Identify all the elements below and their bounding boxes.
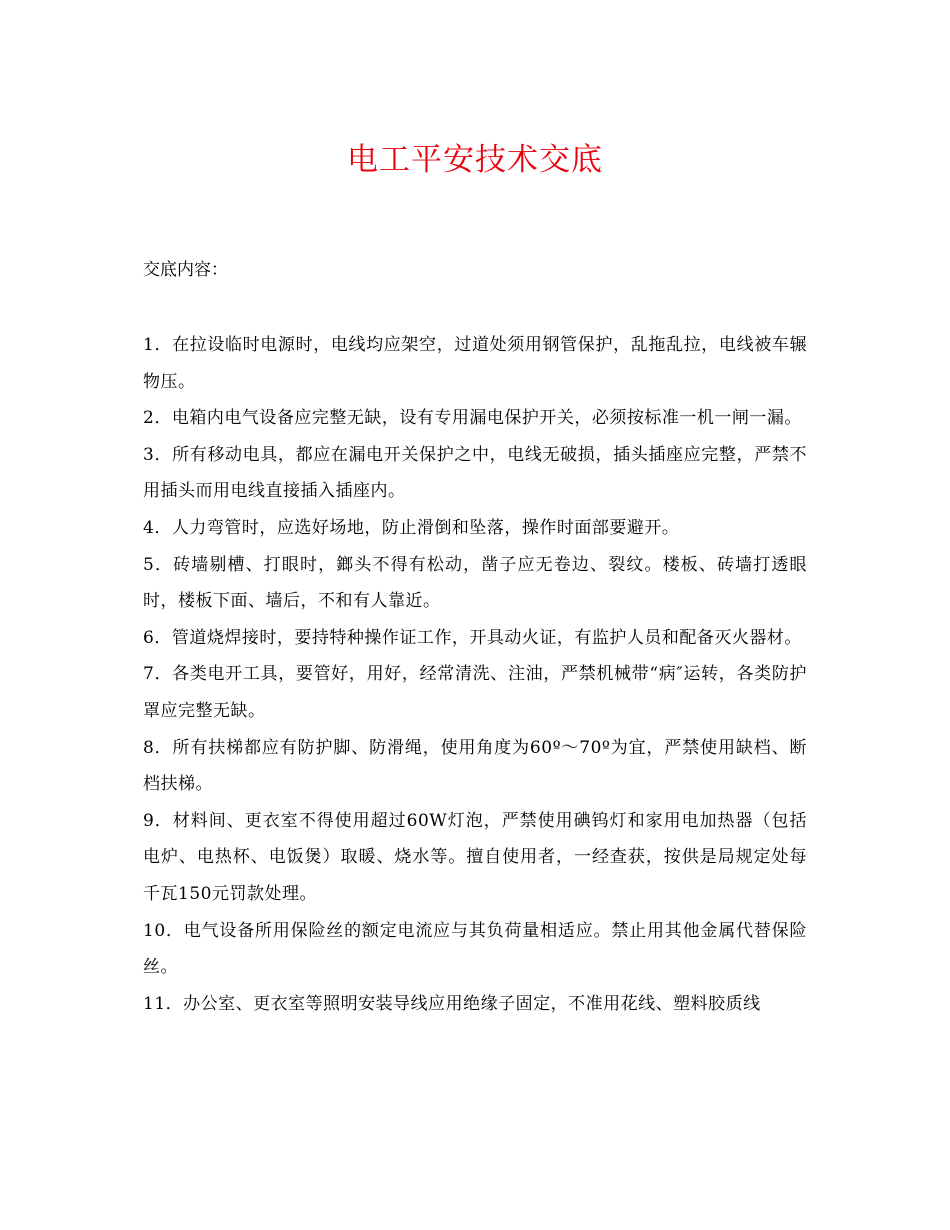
- list-item: 9．材料间、更衣室不得使用超过60W灯泡，严禁使用碘钨灯和家用电加热器（包括电炉、电热杯、电饭煲）取暖、烧水等。擅自使用者，一经查获，按供是局规定处每千瓦150元罚款处理。: [143, 810, 807, 904]
- list-item: 6．管道烧焊接时，要持特种操作证工作，开具动火证，有监护人员和配备灭火器材。: [143, 627, 802, 648]
- list-item: 3．所有移动电具，都应在漏电开关保护之中，电线无破损，插头插座应完整，严禁不用插头而用电线直接插入插座内。: [143, 444, 807, 502]
- list-item: 1．在拉设临时电源时，电线均应架空，过道处须用钢管保护，乱拖乱拉，电线被车辗物压。: [143, 335, 807, 392]
- document-title: 电工平安技术交底: [347, 142, 603, 178]
- list-item: 7．各类电开工具，要管好，用好，经常清洗、注油，严禁机械带“病″运转，各类防护罩应完整无缺。: [143, 664, 807, 721]
- list-item: 2．电箱内电气设备应完整无缺，设有专用漏电保护开关，必须按标准一机一闸一漏。: [143, 408, 802, 429]
- list-item: 5．砖墙剔槽、打眼时，鎯头不得有松动，凿子应无卷边、裂纹。楼板、砖墙打透眼时，楼板下面、墙后，不和有人靠近。: [143, 554, 807, 612]
- list-item: 11．办公室、更衣室等照明安装导线应用绝缘子固定，不准用花线、塑料胶质线: [143, 993, 761, 1014]
- item-list: [143, 327, 807, 1022]
- list-item: 8．所有扶梯都应有防护脚、防滑绳，使用角度为60º～70º为宜，严禁使用缺档、断档扶梯。: [143, 737, 807, 795]
- list-item: 10．电气设备所用保险丝的额定电流应与其负荷量相适应。禁止用其他金属代替保险丝。: [143, 920, 807, 978]
- list-item: 4．人力弯管时，应选好场地，防止滑倒和坠落，操作时面部要避开。: [143, 517, 680, 538]
- intro-label: 交底内容：: [143, 260, 228, 280]
